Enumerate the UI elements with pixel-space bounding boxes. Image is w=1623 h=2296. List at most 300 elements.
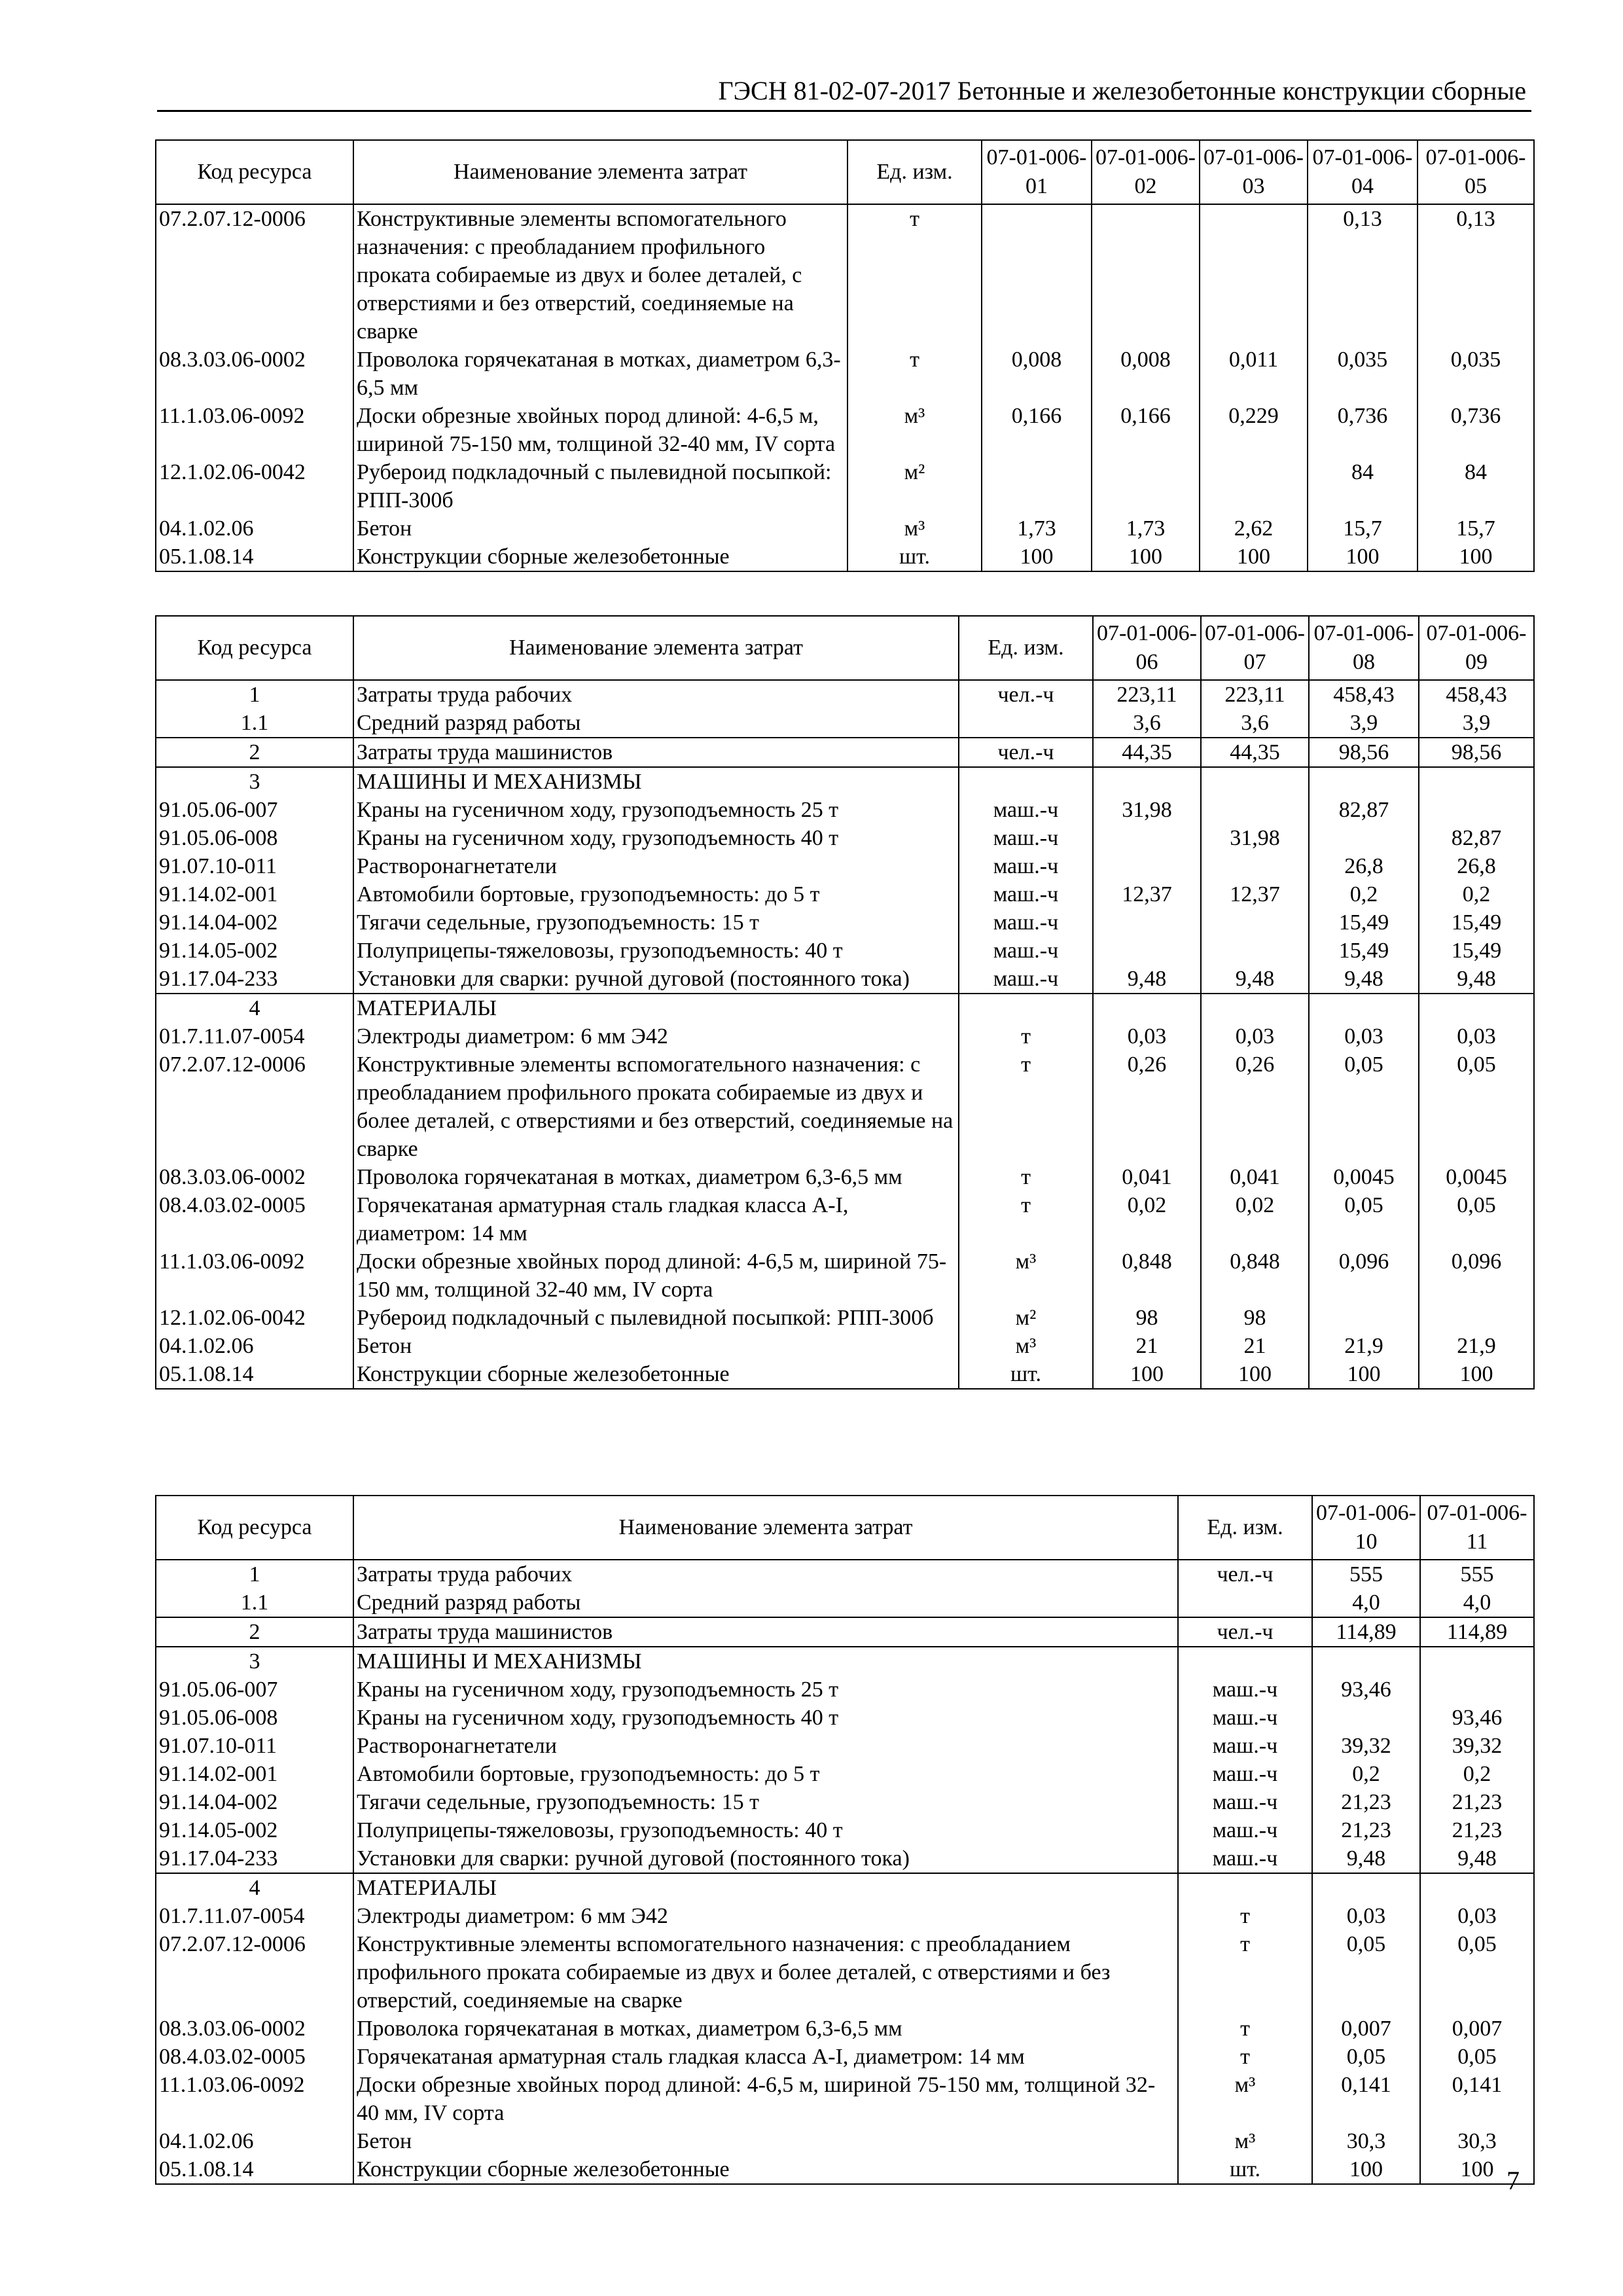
table-row	[156, 824, 1534, 852]
column-header: 07-01-006-06	[1093, 616, 1201, 680]
norm-value: 0,02	[1201, 1191, 1309, 1247]
unit-of-measure: т	[1178, 2043, 1312, 2071]
unit-of-measure: чел.-ч	[1178, 1617, 1312, 1647]
resource-code: 91.14.04-002	[156, 1788, 353, 1816]
unit-of-measure: чел.-ч	[1178, 1560, 1312, 1588]
cost-element-name: Доски обрезные хвойных пород длиной: 4-6,5 м, шириной 75-150 мм, толщиной 32-40 мм, IV сорта	[353, 402, 847, 458]
norm-value	[982, 458, 1092, 514]
norm-value	[1201, 908, 1309, 937]
cost-element-name: Установки для сварки: ручной дуговой (постоянного тока)	[353, 1844, 1178, 1873]
unit-of-measure: м³	[847, 514, 982, 543]
norm-value	[1093, 852, 1201, 880]
column-header: Ед. изм.	[847, 140, 982, 204]
norm-value	[1201, 852, 1309, 880]
cost-element-name: Затраты труда рабочих	[353, 1560, 1178, 1588]
norm-value: 0,13	[1418, 204, 1534, 346]
unit-of-measure: т	[959, 1022, 1093, 1050]
norm-value: 0,041	[1201, 1163, 1309, 1191]
resource-code: 91.05.06-007	[156, 796, 353, 824]
norm-value: 0,03	[1309, 1022, 1419, 1050]
resource-code: 2	[156, 1617, 353, 1647]
resource-code: 05.1.08.14	[156, 2155, 353, 2184]
norm-value: 3,6	[1201, 709, 1309, 738]
page-header	[157, 72, 1531, 112]
cost-element-name: Тягачи седельные, грузоподъемность: 15 т	[353, 908, 959, 937]
norm-value: 4,0	[1420, 1588, 1534, 1617]
norm-value: 0,03	[1419, 1022, 1534, 1050]
resource-code: 3	[156, 767, 353, 796]
resource-code: 11.1.03.06-0092	[156, 1247, 353, 1304]
norm-value	[1093, 824, 1201, 852]
cost-element-name: Конструкции сборные железобетонные	[353, 543, 847, 571]
norm-value: 26,8	[1309, 852, 1419, 880]
resource-code: 91.14.05-002	[156, 1816, 353, 1844]
cost-element-name: Затраты труда машинистов	[353, 1617, 1178, 1647]
norm-value: 31,98	[1201, 824, 1309, 852]
norm-value: 555	[1420, 1560, 1534, 1588]
unit-of-measure: т	[847, 346, 982, 402]
unit-of-measure: м²	[847, 458, 982, 514]
cost-element-name: Затраты труда машинистов	[353, 738, 959, 767]
table-row	[156, 1676, 1534, 1704]
norm-value: 100	[1093, 1360, 1201, 1389]
table-row	[156, 767, 1534, 796]
norm-value: 98,56	[1419, 738, 1534, 767]
norm-value: 31,98	[1093, 796, 1201, 824]
table-row	[156, 2043, 1534, 2071]
cost-element-name: Проволока горячекатаная в мотках, диаметром 6,3-6,5 мм	[353, 1163, 959, 1191]
norm-value	[1093, 937, 1201, 965]
unit-of-measure: т	[1178, 2015, 1312, 2043]
norm-value: 9,48	[1420, 1844, 1534, 1873]
resource-code: 91.14.04-002	[156, 908, 353, 937]
resource-code: 11.1.03.06-0092	[156, 2071, 353, 2127]
cost-element-name: Горячекатаная арматурная сталь гладкая класса А-I, диаметром: 14 мм	[353, 1191, 959, 1247]
cost-element-name: Конструктивные элементы вспомогательного назначения: с преобладанием профильного проката собираемые из двух и более деталей, с отверстиями и без отверстий, соединяемые на сварке	[353, 1050, 959, 1163]
cost-element-name: Рубероид подкладочный с пылевидной посыпкой: РПП-300б	[353, 1304, 959, 1332]
norm-value: 93,46	[1312, 1676, 1420, 1704]
norm-value	[1312, 1704, 1420, 1732]
unit-of-measure: м³	[847, 402, 982, 458]
norm-value: 30,3	[1420, 2127, 1534, 2155]
table-row	[156, 2155, 1534, 2184]
cost-element-name: Проволока горячекатаная в мотках, диаметром 6,3-6,5 мм	[353, 2015, 1178, 2043]
resource-code: 07.2.07.12-0006	[156, 1050, 353, 1163]
norm-value	[1093, 908, 1201, 937]
norm-value: 3,6	[1093, 709, 1201, 738]
unit-of-measure: м³	[1178, 2071, 1312, 2127]
norm-value: 84	[1418, 458, 1534, 514]
norm-value	[1419, 767, 1534, 796]
norm-value	[1092, 204, 1200, 346]
table-row	[156, 680, 1534, 709]
column-header: Код ресурса	[156, 140, 353, 204]
unit-of-measure	[1178, 1873, 1312, 1902]
page-number: 7	[1507, 2166, 1520, 2195]
norm-value	[1420, 1676, 1534, 1704]
cost-element-name: Тягачи седельные, грузоподъемность: 15 т	[353, 1788, 1178, 1816]
unit-of-measure: т	[959, 1163, 1093, 1191]
unit-of-measure	[959, 994, 1093, 1022]
table-header-row	[156, 616, 1534, 680]
norm-value: 12,37	[1201, 880, 1309, 908]
norm-value: 21,9	[1309, 1332, 1419, 1360]
norm-value: 0,05	[1309, 1050, 1419, 1163]
norm-value: 0,096	[1419, 1247, 1534, 1304]
norm-value	[1420, 1647, 1534, 1676]
norm-value: 0,02	[1093, 1191, 1201, 1247]
column-header: 07-01-006-02	[1092, 140, 1200, 204]
cost-element-name: Краны на гусеничном ходу, грузоподъемность 25 т	[353, 1676, 1178, 1704]
cost-element-name: Доски обрезные хвойных пород длиной: 4-6,5 м, шириной 75-150 мм, толщиной 32-40 мм, IV сорта	[353, 1247, 959, 1304]
norm-value: 0,141	[1420, 2071, 1534, 2127]
table-row	[156, 852, 1534, 880]
norm-value: 100	[1201, 1360, 1309, 1389]
cost-element-name: Доски обрезные хвойных пород длиной: 4-6,5 м, шириной 75-150 мм, толщиной 32-40 мм, IV сорта	[353, 2071, 1178, 2127]
unit-of-measure: маш.-ч	[1178, 1732, 1312, 1760]
resource-code: 91.05.06-008	[156, 824, 353, 852]
cost-element-name: Полуприцепы-тяжеловозы, грузоподъемность: 40 т	[353, 937, 959, 965]
cost-element-name: Средний разряд работы	[353, 709, 959, 738]
norm-value: 21	[1093, 1332, 1201, 1360]
norm-value: 458,43	[1419, 680, 1534, 709]
norm-value: 0,05	[1420, 2043, 1534, 2071]
cost-element-name: Бетон	[353, 514, 847, 543]
resource-code: 12.1.02.06-0042	[156, 1304, 353, 1332]
unit-of-measure: чел.-ч	[959, 680, 1093, 709]
unit-of-measure: м³	[1178, 2127, 1312, 2155]
table-row	[156, 937, 1534, 965]
table-row	[156, 1788, 1534, 1816]
norm-value: 21,23	[1312, 1788, 1420, 1816]
norm-value	[1093, 994, 1201, 1022]
unit-of-measure: маш.-ч	[1178, 1816, 1312, 1844]
resource-code: 04.1.02.06	[156, 2127, 353, 2155]
norm-value	[1309, 767, 1419, 796]
unit-of-measure: шт.	[1178, 2155, 1312, 2184]
norm-value: 21,23	[1312, 1816, 1420, 1844]
table-row	[156, 1647, 1534, 1676]
unit-of-measure: маш.-ч	[1178, 1760, 1312, 1788]
cost-element-name: Рубероид подкладочный с пылевидной посыпкой: РПП-300б	[353, 458, 847, 514]
unit-of-measure: т	[959, 1191, 1093, 1247]
norm-value: 4,0	[1312, 1588, 1420, 1617]
cost-element-name: Бетон	[353, 1332, 959, 1360]
cost-element-name: МАШИНЫ И МЕХАНИЗМЫ	[353, 1647, 1178, 1676]
norm-value	[1093, 767, 1201, 796]
column-header: Код ресурса	[156, 616, 353, 680]
norm-value: 3,9	[1309, 709, 1419, 738]
column-header: 07-01-006-01	[982, 140, 1092, 204]
norm-value: 1,73	[1092, 514, 1200, 543]
table-row	[156, 2071, 1534, 2127]
unit-of-measure: т	[847, 204, 982, 346]
table-row	[156, 458, 1534, 514]
cost-element-name: Автомобили бортовые, грузоподъемность: до 5 т	[353, 880, 959, 908]
cost-element-name: Средний разряд работы	[353, 1588, 1178, 1617]
norm-value: 0,166	[982, 402, 1092, 458]
unit-of-measure: маш.-ч	[959, 852, 1093, 880]
norm-value: 555	[1312, 1560, 1420, 1588]
norm-value: 0,848	[1093, 1247, 1201, 1304]
resource-code: 08.3.03.06-0002	[156, 346, 353, 402]
norm-value: 0,2	[1309, 880, 1419, 908]
norm-value: 0,05	[1419, 1050, 1534, 1163]
norm-value: 100	[1312, 2155, 1420, 2184]
resource-code: 91.14.02-001	[156, 880, 353, 908]
norm-value: 15,7	[1418, 514, 1534, 543]
norm-value	[1201, 767, 1309, 796]
unit-of-measure: маш.-ч	[959, 965, 1093, 994]
unit-of-measure	[1178, 1588, 1312, 1617]
resource-code: 04.1.02.06	[156, 1332, 353, 1360]
table-header-row	[156, 140, 1534, 204]
column-header: Ед. изм.	[1178, 1496, 1312, 1560]
norm-value: 21,23	[1420, 1788, 1534, 1816]
unit-of-measure	[959, 767, 1093, 796]
column-header: 07-01-006-10	[1312, 1496, 1420, 1560]
norm-value: 114,89	[1420, 1617, 1534, 1647]
norm-value	[1201, 994, 1309, 1022]
column-header: 07-01-006-07	[1201, 616, 1309, 680]
norm-value: 0,848	[1201, 1247, 1309, 1304]
table-row	[156, 880, 1534, 908]
unit-of-measure	[959, 709, 1093, 738]
table-row	[156, 1050, 1534, 1163]
resource-code: 91.14.05-002	[156, 937, 353, 965]
norm-value	[1419, 1304, 1534, 1332]
norm-value: 1,73	[982, 514, 1092, 543]
norm-value	[1309, 994, 1419, 1022]
norm-value: 9,48	[1309, 965, 1419, 994]
unit-of-measure: маш.-ч	[1178, 1704, 1312, 1732]
table-row	[156, 1873, 1534, 1902]
unit-of-measure: чел.-ч	[959, 738, 1093, 767]
table-row	[156, 994, 1534, 1022]
column-header: Код ресурса	[156, 1496, 353, 1560]
resource-code: 91.14.02-001	[156, 1760, 353, 1788]
column-header: 07-01-006-09	[1419, 616, 1534, 680]
unit-of-measure: маш.-ч	[959, 824, 1093, 852]
norm-value: 0,736	[1418, 402, 1534, 458]
resource-code: 11.1.03.06-0092	[156, 402, 353, 458]
norm-value: 0,13	[1308, 204, 1418, 346]
table-row	[156, 1617, 1534, 1647]
norm-value: 9,48	[1312, 1844, 1420, 1873]
resource-code: 08.4.03.02-0005	[156, 2043, 353, 2071]
norm-value	[982, 204, 1092, 346]
resource-table-3	[155, 1495, 1535, 2185]
unit-of-measure: м²	[959, 1304, 1093, 1332]
norm-value	[1200, 204, 1308, 346]
norm-value: 458,43	[1309, 680, 1419, 709]
cost-element-name: Растворонагнетатели	[353, 852, 959, 880]
norm-value: 0,26	[1093, 1050, 1201, 1163]
resource-code: 08.4.03.02-0005	[156, 1191, 353, 1247]
table-row	[156, 1588, 1534, 1617]
cost-element-name: Растворонагнетатели	[353, 1732, 1178, 1760]
cost-element-name: Краны на гусеничном ходу, грузоподъемность 40 т	[353, 824, 959, 852]
norm-value: 0,05	[1312, 2043, 1420, 2071]
norm-value: 114,89	[1312, 1617, 1420, 1647]
norm-value: 223,11	[1093, 680, 1201, 709]
norm-value	[1309, 1304, 1419, 1332]
norm-value: 84	[1308, 458, 1418, 514]
norm-value: 93,46	[1420, 1704, 1534, 1732]
table-row	[156, 204, 1534, 346]
norm-value: 0,03	[1093, 1022, 1201, 1050]
cost-element-name: МАШИНЫ И МЕХАНИЗМЫ	[353, 767, 959, 796]
table-row	[156, 1930, 1534, 2015]
resource-code: 05.1.08.14	[156, 1360, 353, 1389]
norm-value: 0,03	[1420, 1902, 1534, 1930]
cost-element-name: Краны на гусеничном ходу, грузоподъемность 40 т	[353, 1704, 1178, 1732]
resource-code: 1	[156, 1560, 353, 1588]
norm-value: 39,32	[1312, 1732, 1420, 1760]
norm-value: 15,49	[1419, 908, 1534, 937]
resource-code: 1.1	[156, 709, 353, 738]
column-header: 07-01-006-11	[1420, 1496, 1534, 1560]
table-row	[156, 738, 1534, 767]
norm-value: 82,87	[1419, 824, 1534, 852]
norm-value	[1201, 937, 1309, 965]
document-title: ГЭСН 81-02-07-2017 Бетонные и железобетонные конструкции сборные	[718, 76, 1526, 105]
norm-value: 100	[1420, 2155, 1534, 2184]
table-row	[156, 2015, 1534, 2043]
table-row	[156, 543, 1534, 571]
resource-code: 3	[156, 1647, 353, 1676]
unit-of-measure: шт.	[847, 543, 982, 571]
norm-value: 0,2	[1420, 1760, 1534, 1788]
column-header: Ед. изм.	[959, 616, 1093, 680]
table-row	[156, 1844, 1534, 1873]
norm-value	[1092, 458, 1200, 514]
norm-value	[1312, 1873, 1420, 1902]
table-row	[156, 1704, 1534, 1732]
resource-code: 07.2.07.12-0006	[156, 1930, 353, 2015]
norm-value: 0,035	[1418, 346, 1534, 402]
cost-element-name: МАТЕРИАЛЫ	[353, 1873, 1178, 1902]
norm-value: 9,48	[1419, 965, 1534, 994]
column-header: 07-01-006-04	[1308, 140, 1418, 204]
norm-value: 100	[1419, 1360, 1534, 1389]
cost-element-name: Конструктивные элементы вспомогательного назначения: с преобладанием профильного проката собираемые из двух и более деталей, с отверстиями и без отверстий, соединяемые на сварке	[353, 204, 847, 346]
table-row	[156, 1360, 1534, 1389]
cost-element-name: Установки для сварки: ручной дуговой (постоянного тока)	[353, 965, 959, 994]
norm-value: 21,23	[1420, 1816, 1534, 1844]
resource-code: 01.7.11.07-0054	[156, 1902, 353, 1930]
table-row	[156, 402, 1534, 458]
unit-of-measure: м³	[959, 1332, 1093, 1360]
norm-value	[1419, 796, 1534, 824]
resource-code: 1.1	[156, 1588, 353, 1617]
norm-value: 0,035	[1308, 346, 1418, 402]
unit-of-measure: т	[959, 1050, 1093, 1163]
unit-of-measure: маш.-ч	[1178, 1676, 1312, 1704]
norm-value: 15,49	[1309, 908, 1419, 937]
cost-element-name: Электроды диаметром: 6 мм Э42	[353, 1902, 1178, 1930]
norm-value	[1200, 458, 1308, 514]
cost-element-name: Электроды диаметром: 6 мм Э42	[353, 1022, 959, 1050]
norm-value: 0,0045	[1309, 1163, 1419, 1191]
norm-value: 0,05	[1309, 1191, 1419, 1247]
table-row	[156, 346, 1534, 402]
norm-value: 100	[1418, 543, 1534, 571]
norm-value: 0,007	[1420, 2015, 1534, 2043]
unit-of-measure	[1178, 1647, 1312, 1676]
resource-code: 91.17.04-233	[156, 1844, 353, 1873]
norm-value: 15,49	[1309, 937, 1419, 965]
norm-value: 82,87	[1309, 796, 1419, 824]
norm-value: 100	[1308, 543, 1418, 571]
norm-value	[1201, 796, 1309, 824]
norm-value: 15,7	[1308, 514, 1418, 543]
cost-element-name: Конструктивные элементы вспомогательного назначения: с преобладанием профильного проката собираемые из двух и более деталей, с отверстиями и без отверстий, соединяемые на сварке	[353, 1930, 1178, 2015]
norm-value: 100	[1309, 1360, 1419, 1389]
norm-value: 100	[982, 543, 1092, 571]
resource-table-1	[155, 139, 1535, 572]
norm-value: 12,37	[1093, 880, 1201, 908]
norm-value: 30,3	[1312, 2127, 1420, 2155]
unit-of-measure: маш.-ч	[959, 908, 1093, 937]
resource-code: 91.05.06-008	[156, 1704, 353, 1732]
norm-value: 0,141	[1312, 2071, 1420, 2127]
norm-value: 0,008	[1092, 346, 1200, 402]
norm-value: 0,03	[1201, 1022, 1309, 1050]
table-row	[156, 1332, 1534, 1360]
table-row	[156, 1191, 1534, 1247]
norm-value: 100	[1092, 543, 1200, 571]
resource-code: 91.07.10-011	[156, 852, 353, 880]
norm-value: 44,35	[1201, 738, 1309, 767]
norm-value: 2,62	[1200, 514, 1308, 543]
norm-value: 26,8	[1419, 852, 1534, 880]
cost-element-name: Бетон	[353, 2127, 1178, 2155]
resource-code: 2	[156, 738, 353, 767]
norm-value: 0,096	[1309, 1247, 1419, 1304]
norm-value: 0,05	[1312, 1930, 1420, 2015]
norm-value: 39,32	[1420, 1732, 1534, 1760]
norm-value: 0,011	[1200, 346, 1308, 402]
norm-value: 44,35	[1093, 738, 1201, 767]
resource-code: 08.3.03.06-0002	[156, 1163, 353, 1191]
table-row	[156, 965, 1534, 994]
resource-table-2	[155, 615, 1535, 1390]
norm-value: 0,041	[1093, 1163, 1201, 1191]
norm-value: 0,007	[1312, 2015, 1420, 2043]
unit-of-measure: маш.-ч	[959, 937, 1093, 965]
norm-value: 0,05	[1419, 1191, 1534, 1247]
norm-value: 0,736	[1308, 402, 1418, 458]
norm-value: 0,05	[1420, 1930, 1534, 2015]
resource-code: 1	[156, 680, 353, 709]
cost-element-name: Горячекатаная арматурная сталь гладкая класса А-I, диаметром: 14 мм	[353, 2043, 1178, 2071]
column-header: 07-01-006-05	[1418, 140, 1534, 204]
resource-code: 12.1.02.06-0042	[156, 458, 353, 514]
table-row	[156, 514, 1534, 543]
cost-element-name: Проволока горячекатаная в мотках, диаметром 6,3-6,5 мм	[353, 346, 847, 402]
norm-value: 15,49	[1419, 937, 1534, 965]
table-header-row	[156, 1496, 1534, 1560]
cost-element-name: Полуприцепы-тяжеловозы, грузоподъемность: 40 т	[353, 1816, 1178, 1844]
unit-of-measure: т	[1178, 1902, 1312, 1930]
table-row	[156, 1760, 1534, 1788]
norm-value: 100	[1200, 543, 1308, 571]
resource-code: 08.3.03.06-0002	[156, 2015, 353, 2043]
norm-value: 0,229	[1200, 402, 1308, 458]
norm-value	[1420, 1873, 1534, 1902]
resource-code: 05.1.08.14	[156, 543, 353, 571]
